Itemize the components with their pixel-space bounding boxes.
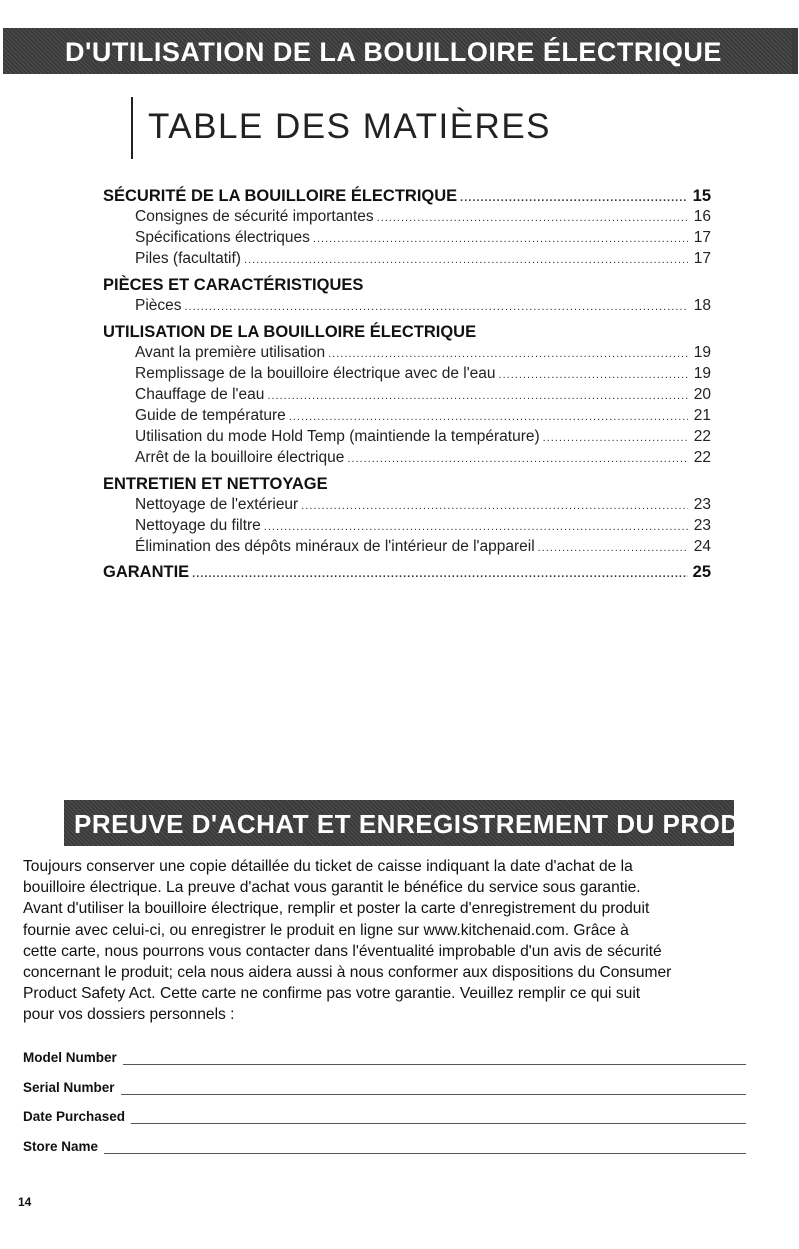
toc-entry-label: Consignes de sécurité importantes [135,208,374,225]
form-field [23,1139,746,1154]
toc-entry-label: Piles (facultatif) [135,250,241,267]
toc-entry [135,407,711,425]
toc-entry-page: 22 [693,449,711,466]
toc-entry-page: 22 [693,428,711,445]
toc-entry-label: Spécifications électriques [135,229,310,246]
toc-entry-page: 23 [693,496,711,513]
paragraph-line: fournie avec celui-ci, ou enregistrer le produit en ligne sur www.kitchenaid.com. Grâce à [23,921,629,939]
toc-entry-page: 19 [693,365,711,382]
toc-leader-dots [264,521,688,533]
toc-entry-label: GARANTIE [103,563,190,581]
toc-leader-dots [244,254,688,266]
toc-leader-dots [313,233,688,245]
proof-of-purchase-paragraph [23,856,771,1026]
toc-leader-dots [460,192,688,204]
toc-entry [135,297,711,315]
toc-section [103,323,476,342]
toc-entry-label: Avant la première utilisation [135,344,326,361]
toc-entry [135,250,711,268]
toc-entry-page: 16 [693,208,711,225]
toc-leader-dots [301,500,688,512]
toc-leader-dots [267,390,688,402]
toc-entry [135,386,711,404]
toc-entry [135,538,711,556]
proof-of-purchase-banner [64,800,784,846]
toc-entry [135,449,711,467]
form-field-blank-line[interactable] [104,1141,746,1154]
paragraph-line: pour vos dossiers personnels : [23,1006,235,1024]
toc-entry-label: Utilisation du mode Hold Temp (maintiende la température) [135,428,540,445]
toc-leader-dots [543,432,688,444]
form-field-blank-line[interactable] [131,1111,746,1124]
toc-entry-label: Chauffage de l'eau [135,386,265,403]
header-banner [3,28,792,74]
toc-entry [135,517,711,535]
toc-section [103,475,328,494]
toc-entry-label: UTILISATION DE LA BOUILLOIRE ÉLECTRIQUE [103,323,477,341]
form-field [23,1050,746,1065]
toc-entry-page: 18 [693,297,711,314]
toc-entry [135,428,711,446]
toc-entry-page: 17 [693,250,711,267]
toc-leader-dots [347,453,688,465]
toc-entry [135,208,711,226]
paragraph-line: cette carte, nous pourrons vous contacter dans l'éventualité improbable d'un avis de sécurité [23,942,662,960]
form-field [23,1109,746,1124]
toc-entry-page: 17 [693,229,711,246]
toc-leader-dots [499,369,688,381]
form-field-label: Serial Number [23,1080,115,1095]
toc-entry [135,344,711,362]
toc-entry-label: PIÈCES ET CARACTÉRISTIQUES [103,276,364,294]
toc-entry-page: 15 [692,187,711,205]
toc-entry-label: Nettoyage du filtre [135,517,261,534]
paragraph-line: bouilloire électrique. La preuve d'achat vous garantit le bénéfice du service sous garantie. [23,879,641,897]
toc-entry-page: 19 [693,344,711,361]
toc-entry-label: Remplissage de la bouilloire électrique avec de l'eau [135,365,496,382]
form-field-label: Date Purchased [23,1109,126,1124]
toc-entry-page: 23 [693,517,711,534]
form-field-blank-line[interactable] [121,1082,746,1095]
toc-entry [135,229,711,247]
paragraph-line: Toujours conserver une copie détaillée du ticket de caisse indiquant la date d'achat de la [23,858,633,875]
toc-entry-label: Guide de température [135,407,286,424]
paragraph-line: Product Safety Act. Cette carte ne confirme pas votre garantie. Veuillez remplir ce qui suit [23,985,641,1003]
toc-leader-dots [538,542,688,554]
toc-entry-page: 25 [692,563,711,581]
toc-entry [135,365,711,383]
toc-entry-label: Nettoyage de l'extérieur [135,496,299,513]
toc-leader-dots [377,212,688,224]
toc-section [103,276,363,295]
header-banner-text: D'UTILISATION DE LA BOUILLOIRE ÉLECTRIQUE [65,37,722,67]
toc-entry-page: 20 [693,386,711,403]
form-field-label: Model Number [23,1050,117,1065]
form-field [23,1080,746,1095]
paragraph-line: concernant le produit; cela nous aidera aussi à nous conformer aux dispositions du Consumer [23,964,672,982]
form-field-label: Store Name [23,1139,99,1154]
header-banner-edge [792,28,798,74]
toc-title: TABLE DES MATIÈRES [148,107,552,146]
toc-entry-page: 24 [693,538,711,555]
toc-section [103,563,711,582]
toc-entry-label: SÉCURITÉ DE LA BOUILLOIRE ÉLECTRIQUE [103,187,458,205]
page-number: 14 [18,1195,32,1209]
form-field-blank-line[interactable] [123,1052,746,1065]
toc-leader-dots [328,348,688,360]
toc-entry-label: Élimination des dépôts minéraux de l'intérieur de l'appareil [135,538,535,555]
paragraph-line: Avant d'utiliser la bouilloire électrique, remplir et poster la carte d'enregistrement du produit [23,900,650,918]
toc-leader-dots [192,568,688,580]
toc-leader-dots [289,411,688,423]
toc-title-divider [131,97,133,159]
toc-entry-page: 21 [693,407,711,424]
toc-entry-label: Pièces [135,297,182,314]
toc-entry-label: ENTRETIEN ET NETTOYAGE [103,475,328,493]
proof-banner-text: PREUVE D'ACHAT ET ENREGISTREMENT DU PRODUIT [74,809,784,839]
toc-entry-label: Arrêt de la bouilloire électrique [135,449,345,466]
toc-leader-dots [185,301,688,313]
toc-section [103,187,711,206]
toc-entry [135,496,711,514]
